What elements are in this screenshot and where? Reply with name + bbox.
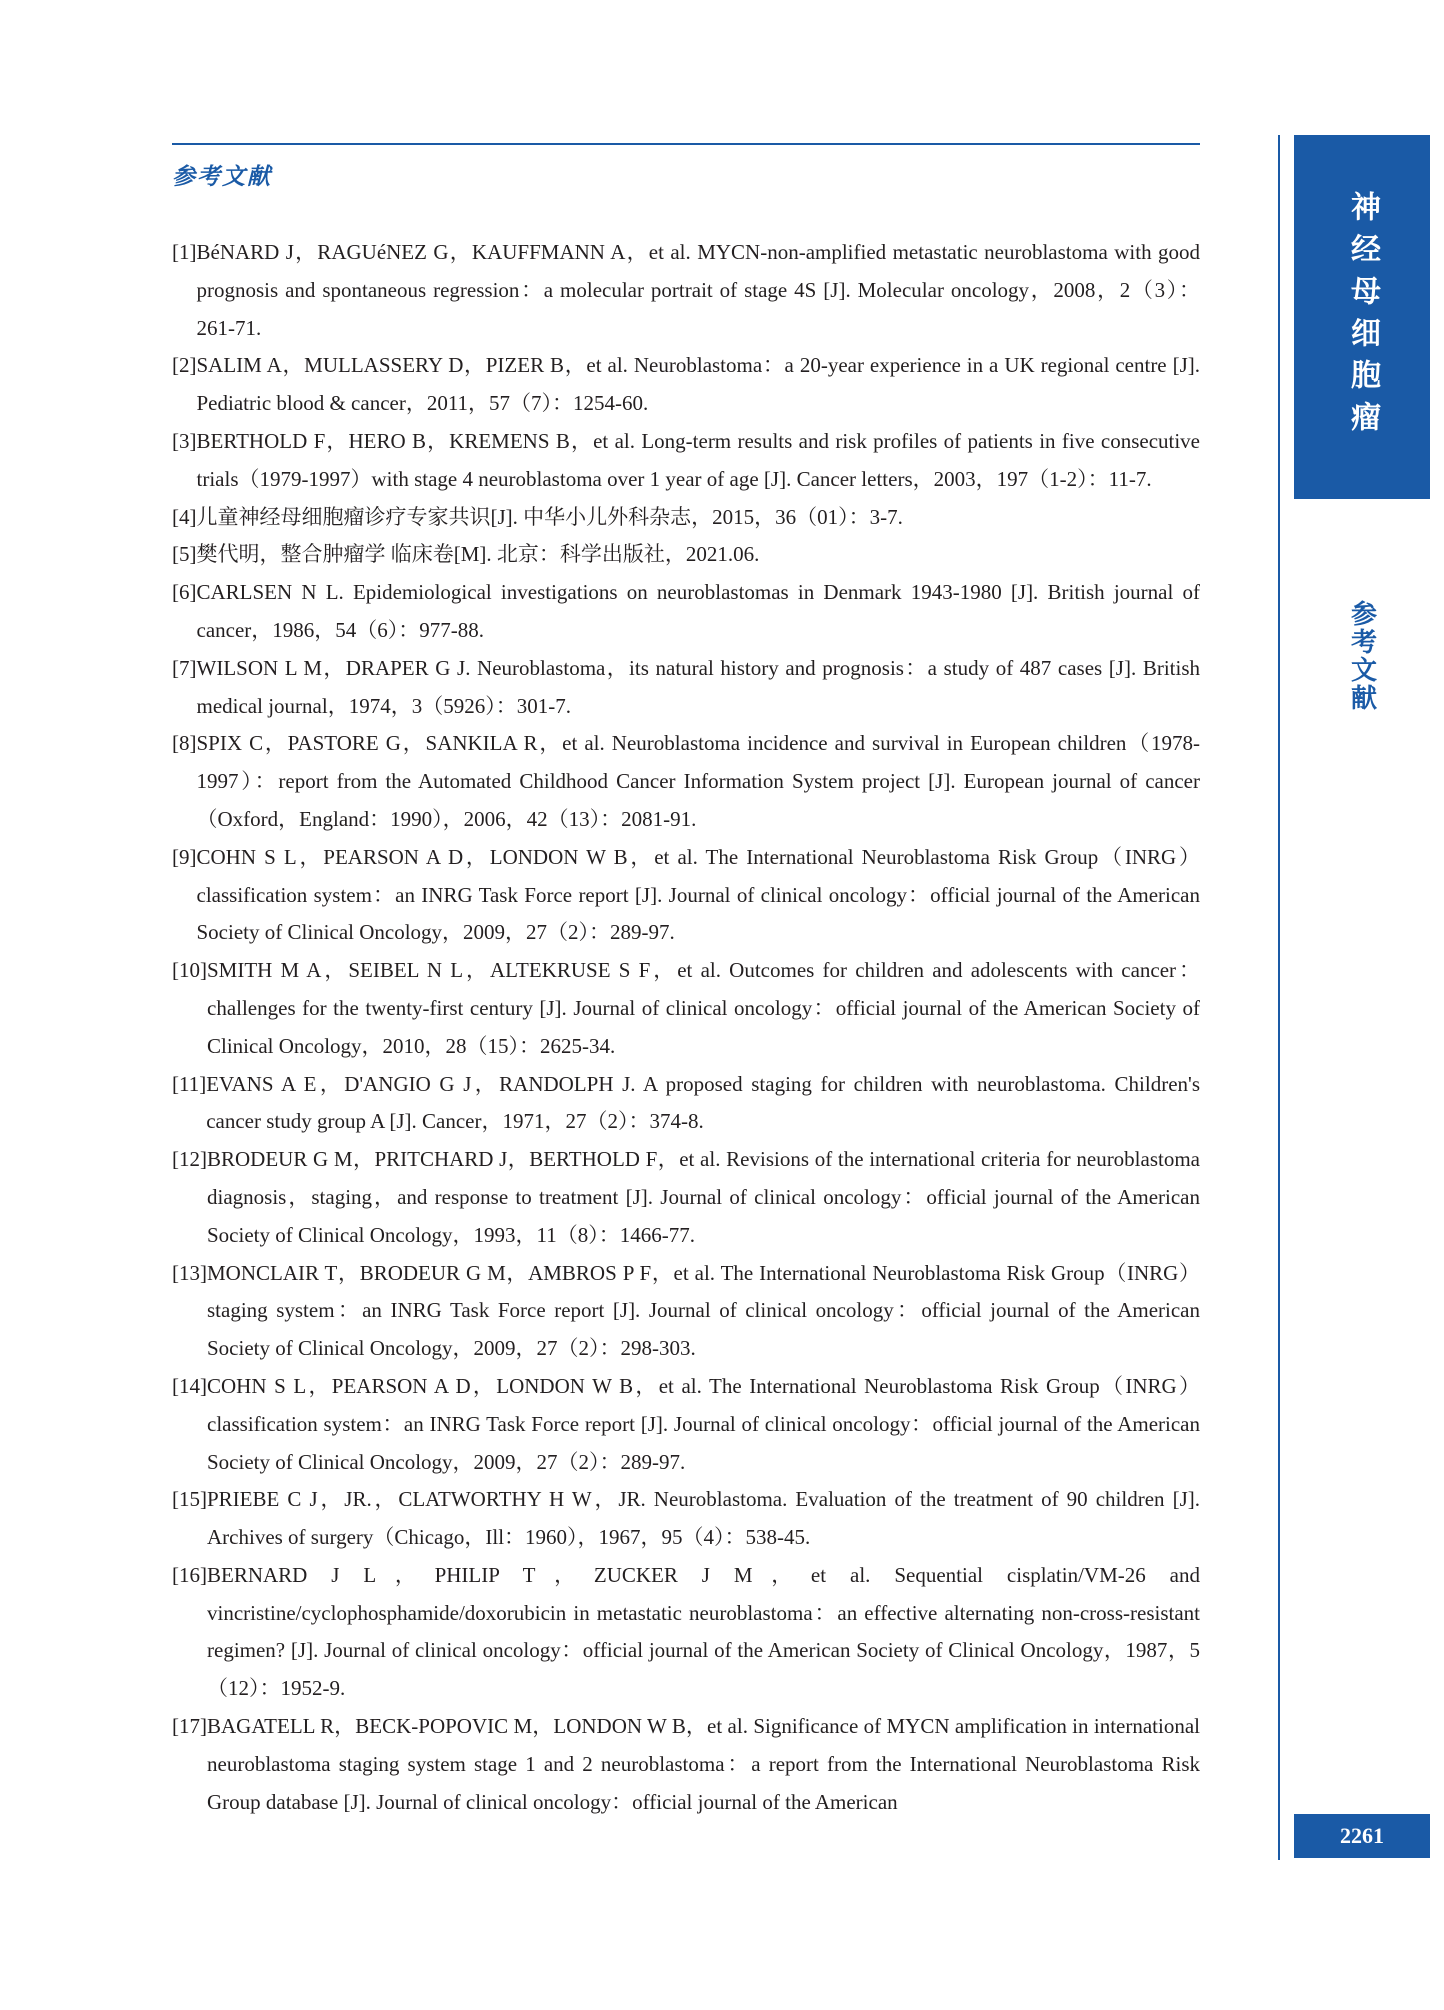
margin-rule xyxy=(1278,135,1280,1860)
reference-number: [16] xyxy=(172,1562,207,1587)
reference-number: [7] xyxy=(172,655,197,680)
reference-number: [17] xyxy=(172,1714,207,1739)
reference-item xyxy=(172,499,1200,537)
reference-number: [11] xyxy=(172,1071,207,1096)
reference-text: 儿童神经母细胞瘤诊疗专家共识[J]. 中华小儿外科杂志，2015，36（01）：3-7. xyxy=(196,504,903,529)
reference-item xyxy=(172,952,1200,1065)
reference-item xyxy=(172,839,1200,952)
reference-text: MONCLAIR T，BRODEUR G M，AMBROS P F，et al. The International Neuroblastoma Risk Group（INRG）staging system：an INRG Task Force report [J]. Journal of clinical oncology：official journal of the American Society of Clinical Oncology，2009，27（2）：298-303. xyxy=(207,1260,1200,1361)
reference-number: [4] xyxy=(172,504,197,529)
reference-text: EVANS A E，D'ANGIO G J，RANDOLPH J. A proposed staging for children with neuroblastoma. Children's cancer study group A [J]. Cancer，1971，27（2）：374-8. xyxy=(206,1071,1200,1134)
reference-item xyxy=(172,347,1200,423)
reference-number: [1] xyxy=(172,240,197,264)
reference-item xyxy=(172,1066,1200,1142)
section-label-vertical xyxy=(1340,600,1384,712)
reference-text: SPIX C，PASTORE G，SANKILA R，et al. Neuroblastoma incidence and survival in European children（1978-1997）：report from the Automated Childhood Cancer Information System project [J]. European journal of cancer（Oxford，England：1990），2006，42（13）：2081-91. xyxy=(196,731,1200,831)
reference-text: PRIEBE C J，JR.，CLATWORTHY H W，JR. Neuroblastoma. Evaluation of the treatment of 90 children [J]. Archives of surgery（Chicago，Ill：1960），1967，95（4）：538-45. xyxy=(207,1487,1200,1550)
reference-item xyxy=(172,574,1200,650)
book-title-tab xyxy=(1294,135,1430,499)
reference-item xyxy=(172,423,1200,499)
reference-text: SALIM A，MULLASSERY D，PIZER B，et al. Neuroblastoma：a 20-year experience in a UK regional centre [J]. Pediatric blood & cancer，2011，57（7）：1254-60. xyxy=(196,353,1200,416)
reference-number: [15] xyxy=(172,1487,207,1512)
reference-text: BéNARD J，RAGUéNEZ G，KAUFFMANN A，et al. MYCN-non-amplified metastatic neuroblastoma with good prognosis and spontaneous regression：a molecular portrait of stage 4S [J]. Molecular oncology，2008，2（3）：261-71. xyxy=(196,240,1200,340)
reference-number: [9] xyxy=(172,844,197,869)
book-title: 神经母细胞瘤 xyxy=(1345,191,1380,443)
reference-number: [12] xyxy=(172,1147,207,1172)
reference-text: BERNARD J L，PHILIP T，ZUCKER J M，et al. Sequential cisplatin/VM-26 and vincristine/cyclophosphamide/doxorubicin in metastatic neuroblastoma：an effective alternating non-cross-resistant regimen? [J]. Journal of clinical oncology：official journal of the American Society of Clinical Oncology，1987，5（12）：1952-9. xyxy=(207,1562,1200,1701)
reference-number: [8] xyxy=(172,731,197,756)
reference-number: [2] xyxy=(172,353,197,378)
reference-text: WILSON L M，DRAPER G J. Neuroblastoma，its natural history and prognosis：a study of 487 cases [J]. British medical journal，1974，3（5926）：301-7. xyxy=(196,655,1200,718)
reference-item xyxy=(172,725,1200,838)
reference-number: [10] xyxy=(172,958,207,983)
reference-number: [14] xyxy=(172,1373,207,1398)
reference-text: SMITH M A，SEIBEL N L，ALTEKRUSE S F，et al. Outcomes for children and adolescents with cancer：challenges for the twenty-first century [J]. Journal of clinical oncology：official journal of the American Society of Clinical Oncology，2010，28（15）：2625-34. xyxy=(207,958,1200,1058)
reference-item xyxy=(172,1141,1200,1254)
reference-item xyxy=(172,1708,1200,1821)
reference-text: COHN S L，PEARSON A D，LONDON W B，et al. The International Neuroblastoma Risk Group（INRG）classification system：an INRG Task Force report [J]. Journal of clinical oncology：official journal of the American Society of Clinical Oncology，2009，27（2）：289-97. xyxy=(196,844,1200,945)
reference-text: BERTHOLD F，HERO B，KREMENS B，et al. Long-term results and risk profiles of patients in five consecutive trials（1979-1997）with stage 4 neuroblastoma over 1 year of age [J]. Cancer letters，2003，197（1-2）：11-7. xyxy=(196,428,1200,491)
reference-text: 樊代明，整合肿瘤学 临床卷[M]. 北京：科学出版社，2021.06. xyxy=(196,542,760,567)
reference-text: BAGATELL R，BECK-POPOVIC M，LONDON W B，et al. Significance of MYCN amplification in international neuroblastoma staging system stage 1 and 2 neuroblastoma：a report from the International Neuroblastoma Risk Group database [J]. Journal of clinical oncology：official journal of the American xyxy=(207,1714,1200,1814)
page-number: 2261 xyxy=(1340,1823,1384,1848)
reference-item xyxy=(172,536,1200,574)
reference-text: CARLSEN N L. Epidemiological investigations on neuroblastomas in Denmark 1943-1980 [J]. British journal of cancer，1986，54（6）：977-88. xyxy=(196,580,1200,642)
reference-text: COHN S L，PEARSON A D，LONDON W B，et al. The International Neuroblastoma Risk Group（INRG）classification system：an INRG Task Force report [J]. Journal of clinical oncology：official journal of the American Society of Clinical Oncology，2009，27（2）：289-97. xyxy=(207,1373,1200,1474)
reference-number: [5] xyxy=(172,542,197,567)
reference-item xyxy=(172,1481,1200,1557)
section-label: 参考文献 xyxy=(1346,600,1377,712)
reference-number: [3] xyxy=(172,428,197,453)
header-rule xyxy=(172,143,1200,145)
reference-item xyxy=(172,1557,1200,1708)
section-heading: 参考文献 xyxy=(172,164,272,190)
reference-item xyxy=(172,650,1200,726)
reference-list xyxy=(172,234,1200,1821)
reference-text: BRODEUR G M，PRITCHARD J，BERTHOLD F，et al. Revisions of the international criteria for neuroblastoma diagnosis，staging，and response to treatment [J]. Journal of clinical oncology：official journal of the American Society of Clinical Oncology，1993，11（8）：1466-77. xyxy=(207,1147,1200,1247)
reference-number: [6] xyxy=(172,580,197,605)
reference-item xyxy=(172,234,1200,347)
reference-item xyxy=(172,1368,1200,1481)
reference-number: [13] xyxy=(172,1260,207,1285)
page-number-box xyxy=(1294,1814,1430,1858)
reference-item xyxy=(172,1255,1200,1368)
